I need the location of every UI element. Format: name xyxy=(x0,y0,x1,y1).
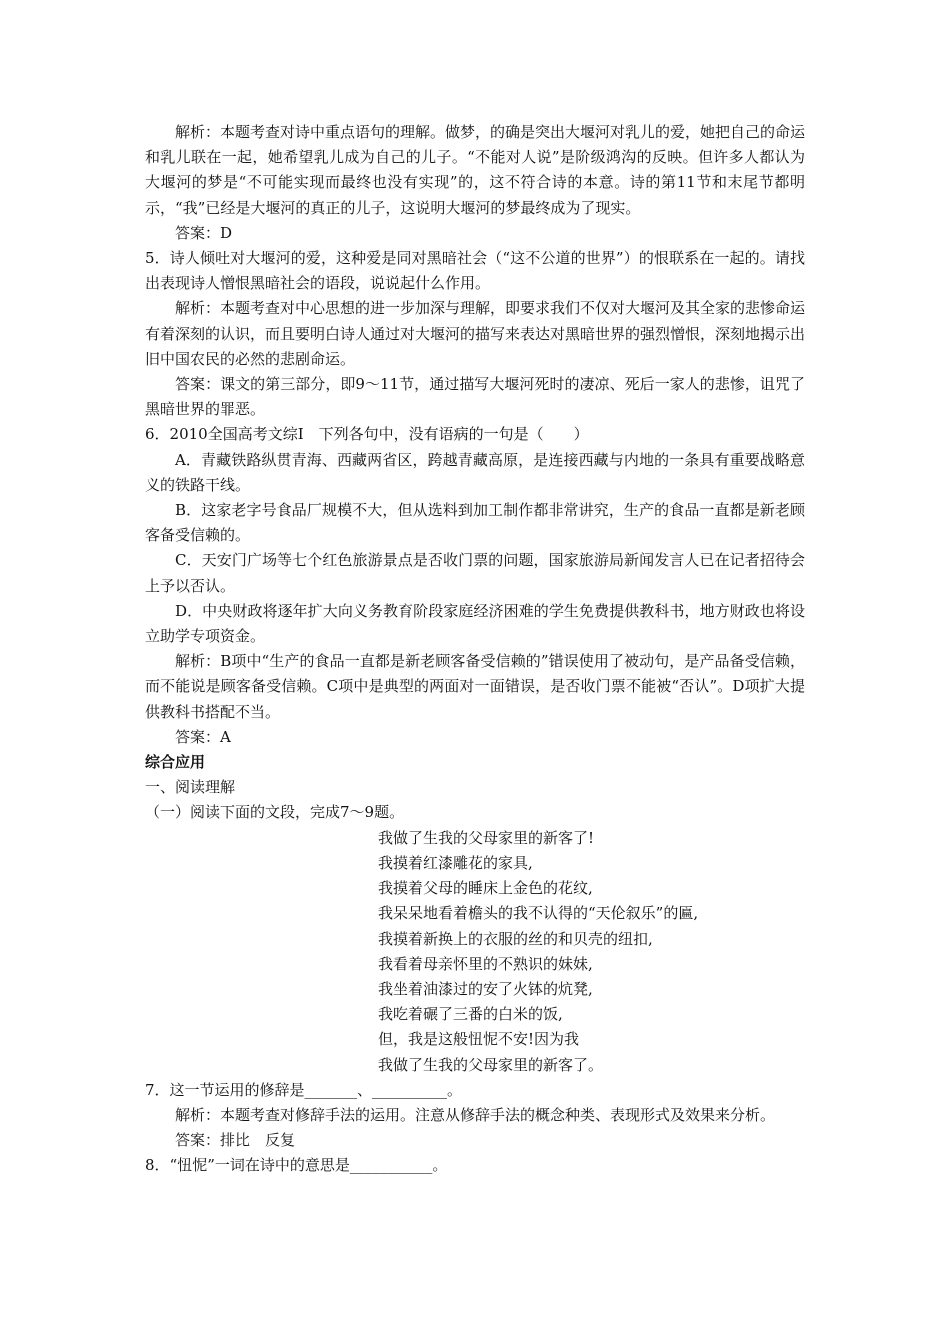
q6-option-d: D．中央财政将逐年扩大向义务教育阶段家庭经济困难的学生免费提供教科书，地方财政也将设立助学专项资金。 xyxy=(145,601,805,646)
reading-instruction: （一）阅读下面的文段，完成7～9题。 xyxy=(145,803,405,822)
poem-line: 我做了生我的父母家里的新客了! xyxy=(378,828,595,847)
poem-line: 我坐着油漆过的安了火钵的炕凳, xyxy=(378,979,593,998)
part-heading: 一、阅读理解 xyxy=(145,778,236,797)
q6-question: 6．2010全国高考文综Ⅰ 下列各句中，没有语病的一句是（ ） xyxy=(145,425,589,444)
q5-explanation: 解析：本题考查对中心思想的进一步加深与理解，即要求我们不仅对大堰河及其全家的悲惨命运有着深刻的认识，而且要明白诗人通过对大堰河的描写来表达对黑暗世界的强烈憎恨，深刻地揭示出旧中国农民的必然的悲剧命运。 xyxy=(145,299,806,368)
poem-line: 我吃着碾了三番的白米的饭, xyxy=(378,1005,563,1024)
poem-line: 我看着母亲怀里的不熟识的妹妹, xyxy=(378,954,593,973)
q7-question: 7．这一节运用的修辞是_______、__________。 xyxy=(145,1080,463,1099)
q7-answer: 答案：排比 反复 xyxy=(175,1131,296,1150)
section-heading: 综合应用 xyxy=(145,753,206,772)
poem-line: 我摸着新换上的衣服的丝的和贝壳的纽扣, xyxy=(378,929,653,948)
q5-answer: 答案：课文的第三部分，即9～11节，通过描写大堰河死时的凄凉、死后一家人的悲惨，诅咒了黑暗世界的罪恶。 xyxy=(145,375,805,419)
page-content xyxy=(145,120,805,1179)
poem-line: 我摸着红漆雕花的家具, xyxy=(378,853,533,872)
poem-excerpt xyxy=(145,826,805,1078)
poem-line: 但，我是这般忸怩不安!因为我 xyxy=(378,1030,580,1049)
q6-option-b: B．这家老字号食品厂规模不大，但从选料到加工制作都非常讲究，生产的食品一直都是新老顾客备受信赖的。 xyxy=(145,501,805,545)
q6-answer: 答案：A xyxy=(175,727,231,746)
q4-explanation: 解析：本题考查对诗中重点语句的理解。做梦，的确是突出大堰河对乳儿的爱，她把自己的命运和乳儿联在一起，她希望乳儿成为自己的儿子。“不能对人说”是阶级鸿沟的反映。但许多人都认为大堰河的梦是“不可能实现而最终也没有实现”的，这不符合诗的本意。诗的第11节和末尾节都明示，“我”已经是大堰河的真正的儿子，这说明大堰河的梦最终成为了现实。 xyxy=(145,123,806,217)
q5-question: 5．诗人倾吐对大堰河的爱，这种爱是同对黑暗社会（“这不公道的世界”）的恨联系在一起的。请找出表现诗人憎恨黑暗社会的语段，说说起什么作用。 xyxy=(145,249,805,293)
q7-explanation: 解析：本题考查对修辞手法的运用。注意从修辞手法的概念种类、表现形式及效果来分析。 xyxy=(175,1105,776,1124)
poem-line: 我摸着父母的睡床上金色的花纹, xyxy=(378,879,593,898)
q6-option-c: C．天安门广场等七个红色旅游景点是否收门票的问题，国家旅游局新闻发言人已在记者招待会上予以否认。 xyxy=(145,551,805,595)
q8-question: 8．“忸怩”一词在诗中的意思是___________。 xyxy=(145,1156,448,1175)
q6-option-a: A．青藏铁路纵贯青海、西藏两省区，跨越青藏高原，是连接西藏与内地的一条具有重要战略意义的铁路干线。 xyxy=(145,450,805,494)
q4-answer: 答案：D xyxy=(175,223,233,242)
poem-line: 我做了生我的父母家里的新客了。 xyxy=(378,1055,604,1074)
poem-line: 我呆呆地看着檐头的我不认得的“天伦叙乐”的匾, xyxy=(378,904,699,923)
q6-explanation: 解析：B项中“生产的食品一直都是新老顾客备受信赖的”错误使用了被动句，是产品备受信赖，而不能说是顾客备受信赖。C项中是典型的两面对一面错误，是否收门票不能被“否认”。D项扩大提供教科书搭配不当。 xyxy=(145,652,805,721)
